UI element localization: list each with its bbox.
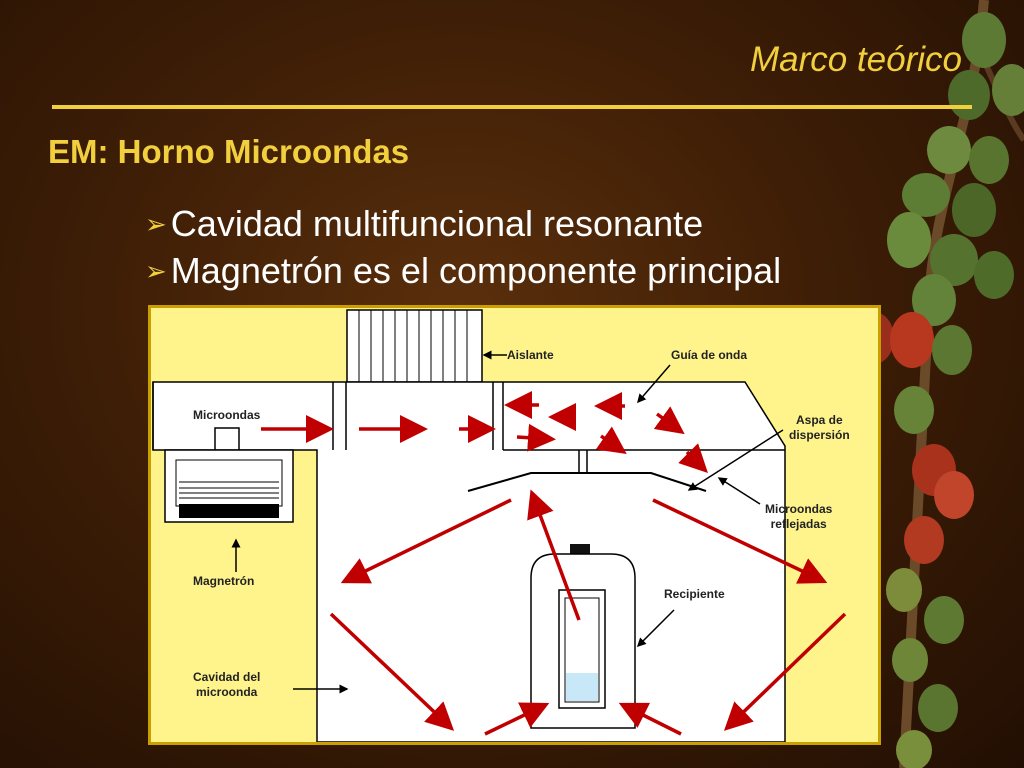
label-microondas-reflejadas: Microondas reflejadas <box>765 502 833 531</box>
insulator-block <box>347 310 482 382</box>
label-aspa-de-dispersion: Aspa de dispersión <box>789 413 850 442</box>
bullet-text: Magnetrón es el componente principal <box>170 250 782 291</box>
container-vessel <box>531 544 635 728</box>
arrow-bullet-icon: ➢ <box>145 208 167 239</box>
label-magnetron: Magnetrón <box>193 574 255 588</box>
label-aislante: Aislante <box>507 348 554 362</box>
bullet-text: Cavidad multifuncional resonante <box>170 203 704 244</box>
microwave-diagram-panel <box>148 305 881 745</box>
bullet-item <box>145 203 703 245</box>
label-recipiente: Recipiente <box>664 587 725 601</box>
header-divider <box>52 105 972 109</box>
section-header: Marco teórico <box>749 40 962 79</box>
label-guia-de-onda: Guía de onda <box>671 348 748 362</box>
label-cavidad-del-microonda: Cavidad del microonda <box>193 670 261 699</box>
bullet-item <box>145 250 781 292</box>
label-microondas: Microondas <box>193 408 261 422</box>
slide-title: EM: Horno Microondas <box>48 133 410 170</box>
arrow-bullet-icon: ➢ <box>145 255 167 286</box>
